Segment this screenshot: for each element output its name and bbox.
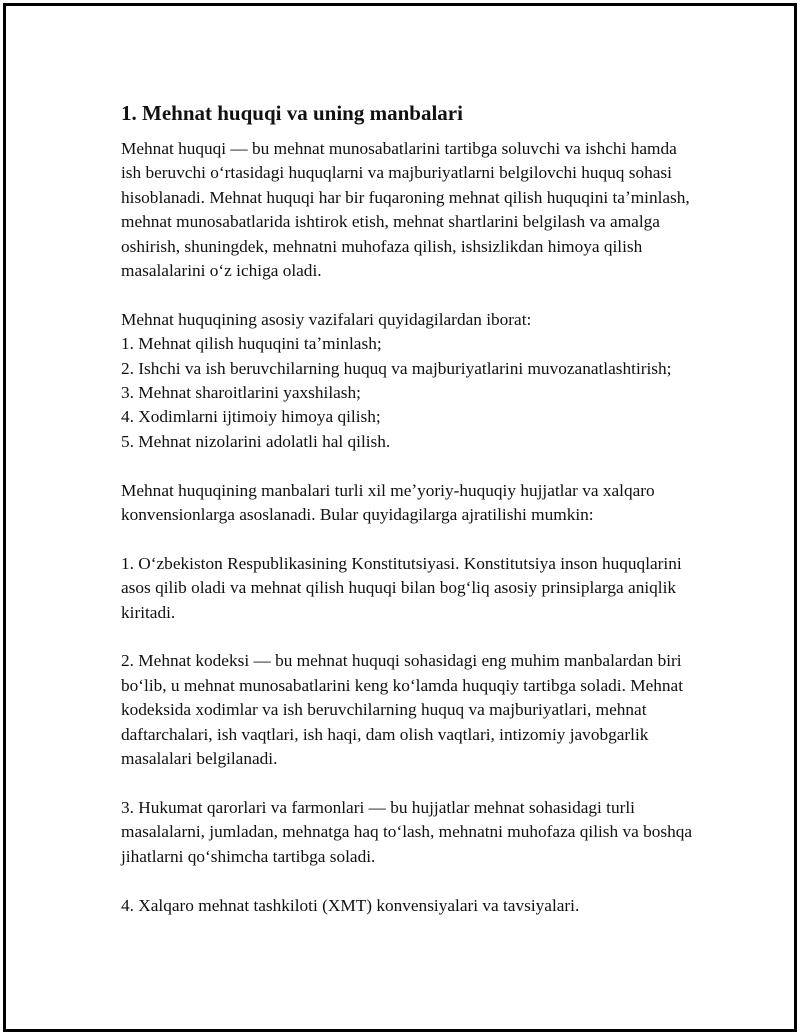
sources-intro-paragraph: Mehnat huquqining manbalari turli xil meʼyoriy-huquqiy hujjatlar va xalqaro konvensionlarga asoslanadi. Bular quyidagilarga ajratilishi mumkin: xyxy=(121,480,655,525)
document-body xyxy=(121,100,696,918)
tasks-list xyxy=(121,332,696,454)
list-item: 5. Mehnat nizolarini adolatli hal qilish. xyxy=(121,431,391,451)
tasks-heading: Mehnat huquqining asosiy vazifalari quyidagilardan iborat: xyxy=(121,309,532,329)
source-paragraph: 2. Mehnat kodeksi — bu mehnat huquqi sohasidagi eng muhim manbalardan biri boʻlib, u mehnat munosabatlarini keng koʻlamda huquqiy tartibga soladi. Mehnat kodeksida xodimlar va ish beruvchilarning huquq va majburiyatlari, mehnat daftarchalari, ish vaqtlari, ish haqi, dam olish vaqtlari, intizomiy javobgarlik masalalari belgilanadi. xyxy=(121,651,683,769)
source-paragraph: 1. Oʻzbekiston Respublikasining Konstitutsiyasi. Konstitutsiya inson huquqlarini asos qilib oladi va mehnat qilish huquqi bilan bogʻliq asosiy prinsiplarga aniqlik kiritadi. xyxy=(121,553,682,622)
paragraph-gap xyxy=(121,454,696,478)
paragraph-gap xyxy=(121,527,696,551)
list-item: 4. Xodimlarni ijtimoiy himoya qilish; xyxy=(121,407,381,427)
page-frame xyxy=(3,3,797,1032)
paragraph-gap xyxy=(121,283,696,307)
source-paragraph: 3. Hukumat qarorlari va farmonlari — bu hujjatlar mehnat sohasidagi turli masalalarni, jumladan, mehnatga haq toʻlash, mehnatni muhofaza qilish va boshqa jihatlarni qoʻshimcha tartibga soladi. xyxy=(121,797,693,866)
list-item: 2. Ishchi va ish beruvchilarning huquq va majburiyatlarini muvozanatlashtirish; xyxy=(121,358,672,378)
paragraph-gap xyxy=(121,772,696,796)
document-title: 1. Mehnat huquqi va uning manbalari xyxy=(121,101,463,125)
list-item: 1. Mehnat qilish huquqini taʼminlash; xyxy=(121,334,382,354)
paragraph-gap xyxy=(121,625,696,649)
paragraph-gap xyxy=(121,869,696,893)
source-paragraph: 4. Xalqaro mehnat tashkiloti (XMT) konvensiyalari va tavsiyalari. xyxy=(121,895,580,915)
list-item: 3. Mehnat sharoitlarini yaxshilash; xyxy=(121,383,361,403)
intro-paragraph: Mehnat huquqi — bu mehnat munosabatlarini tartibga soluvchi va ishchi hamda ish beruvchi oʻrtasidagi huquqlarni va majburiyatlarni belgilovchi huquq sohasi hisoblanadi. Mehnat huquqi har bir fuqaroning mehnat qilish huquqini taʼminlash, mehnat munosabatlarida ishtirok etish, mehnat shartlarini belgilash va amalga oshirish, shuningdek, mehnatni muhofaza qilish, ishsizlikdan himoya qilish masalalarini oʻz ichiga oladi. xyxy=(121,139,690,281)
